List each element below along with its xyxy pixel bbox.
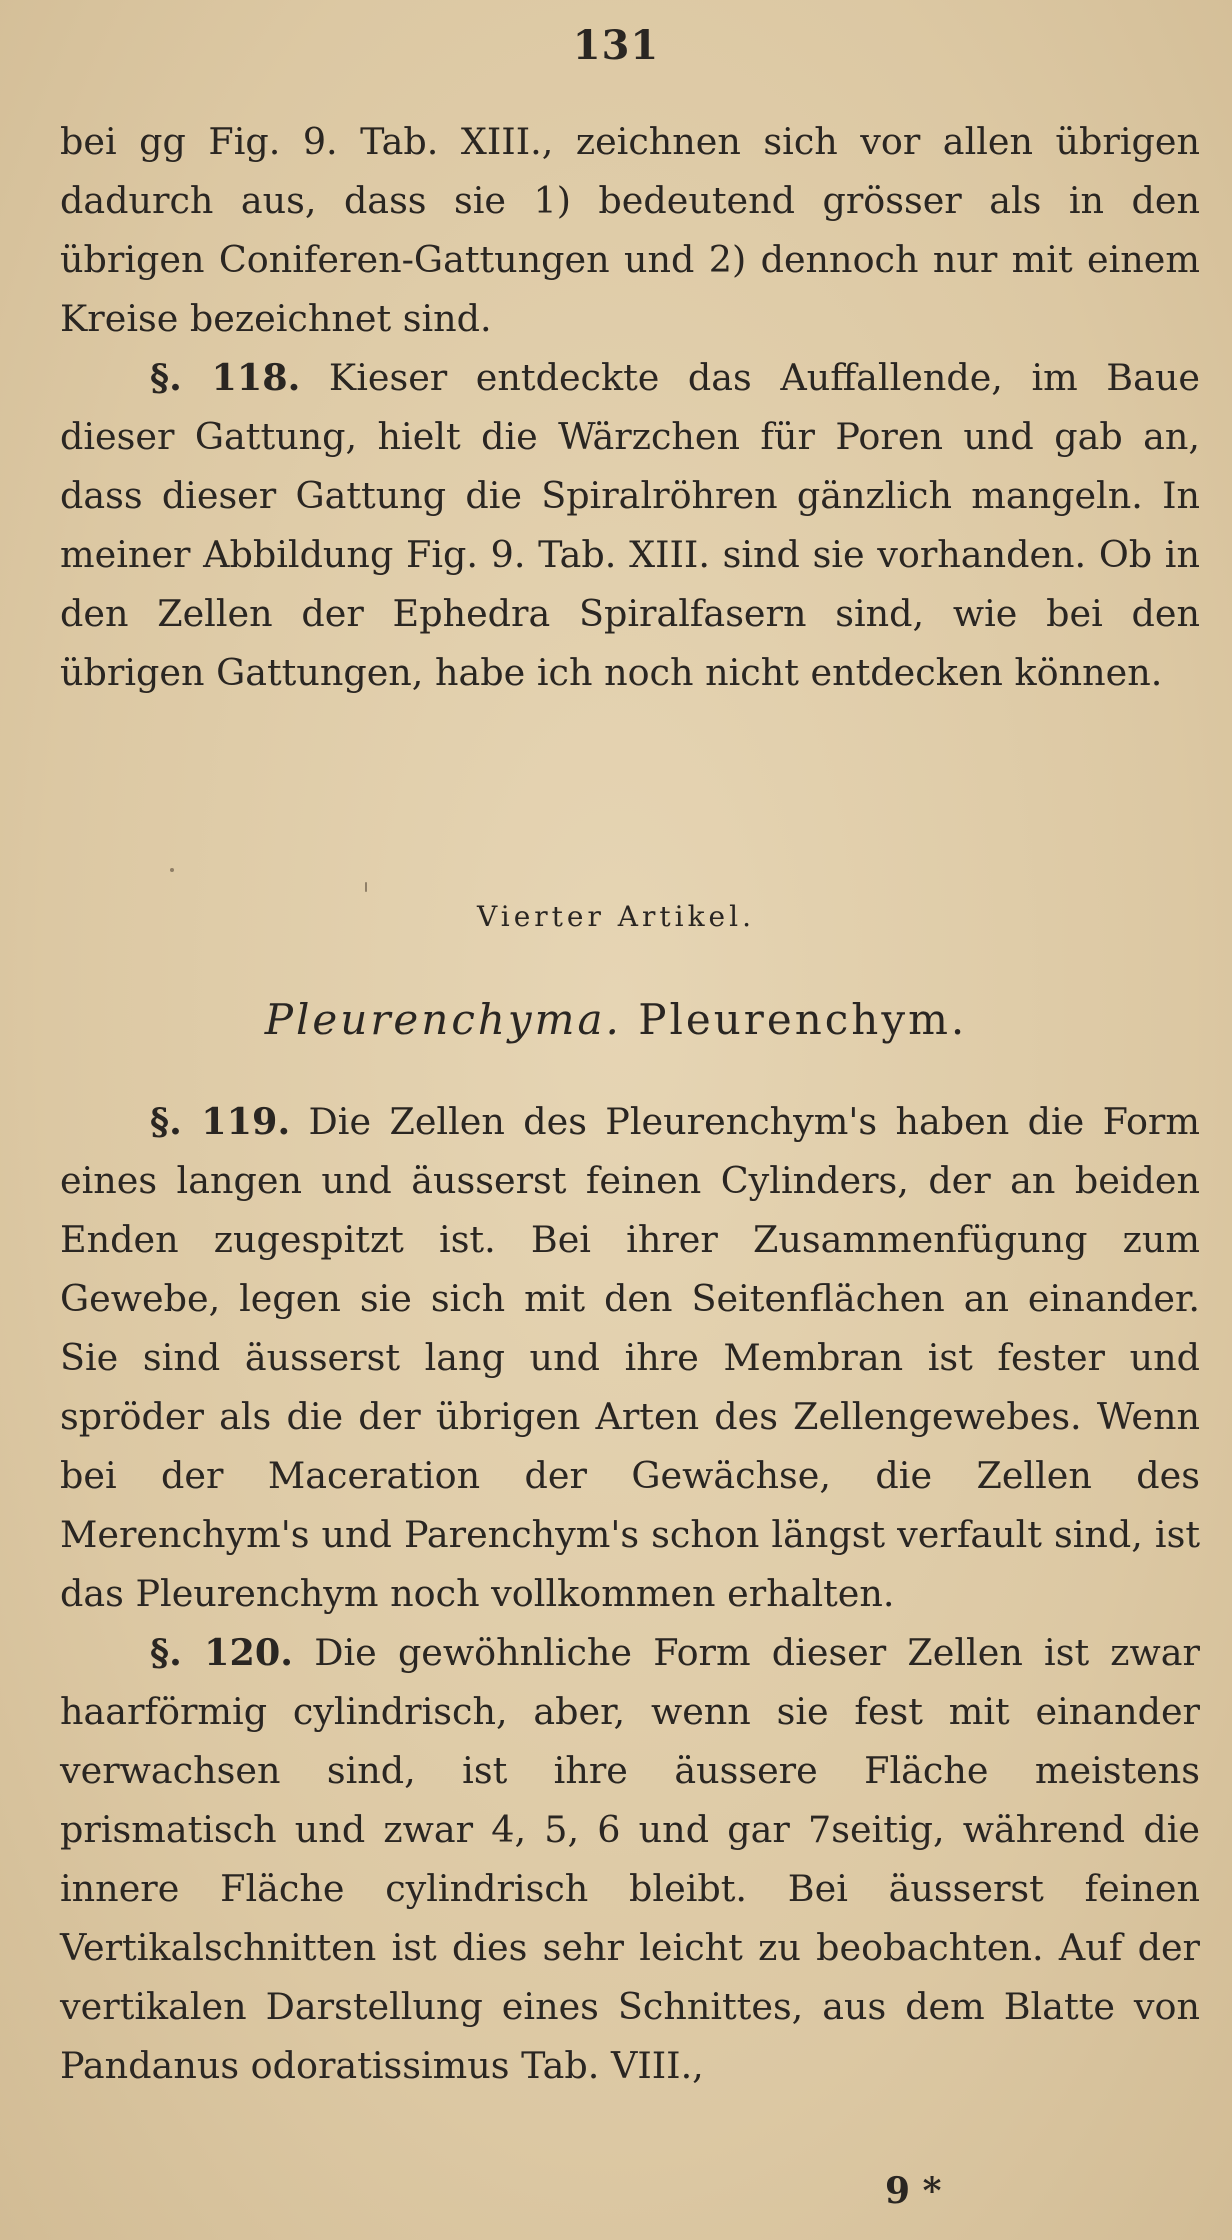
section-119-text: Die Zellen des Pleurenchym's haben die Form eines langen und äusserst feinen Cylinders, der an beiden Enden zugespitzt ist. Bei ihrer Zusammenfügung zum Gewebe, legen sie sich mit den Seitenflächen an einander. Sie sind äusserst lang und ihre Membran ist fester und spröder als die der übrigen Arten des Zellengewebes. Wenn bei der Maceration der Gewächse, die Zellen des Merenchym's und Parenchym's schon längst verfault sind, ist das Pleurenchym noch vollkommen erhalten. [60, 1100, 1200, 1615]
title-german: Pleurenchym. [638, 995, 968, 1044]
section-119-mark: §. 119. [150, 1100, 291, 1143]
section-120-text: Die gewöhnliche Form dieser Zellen ist zwar haarförmig cylindrisch, aber, wenn sie fest mit einander verwachsen sind, ist ihre äussere Fläche meistens prismatisch und zwar 4, 5, 6 und gar 7seitig, während die innere Fläche cylindrisch bleibt. Bei äusserst feinen Vertikalschnitten ist dies sehr leicht zu beobachten. Auf der vertikalen Darstellung eines Schnittes, aus dem Blatte von Pandanus odoratissimus Tab. VIII., [60, 1631, 1200, 2087]
title-latin: Pleurenchyma. [264, 995, 622, 1044]
ink-speck [365, 882, 367, 892]
page-number: 131 [572, 22, 660, 69]
signature-mark: 9 * [885, 2170, 942, 2212]
intro-paragraph: bei gg Fig. 9. Tab. XIII., zeichnen sich vor allen übrigen dadurch aus, dass sie 1) bedeutend grösser als in den übrigen Coniferen-Gattungen und 2) dennoch nur mit einem Kreise bezeichnet sind. [60, 120, 1200, 340]
upper-text-block [60, 112, 1200, 702]
section-120-paragraph [60, 1623, 1200, 2095]
section-119-paragraph [60, 1092, 1200, 1623]
section-120-mark: §. 120. [150, 1631, 293, 1674]
section-118-text: Kieser entdeckte das Auffallende, im Baue dieser Gattung, hielt die Wärzchen für Poren und gab an, dass dieser Gattung die Spiralröhren gänzlich mangeln. In meiner Abbildung Fig. 9. Tab. XIII. sind sie vorhanden. Ob in den Zellen der Ephedra Spiralfasern sind, wie bei den übrigen Gattungen, habe ich noch nicht entdecken können. [60, 356, 1200, 694]
lower-text-block [60, 1092, 1200, 2095]
ink-speck [170, 868, 174, 872]
section-118-mark: §. 118. [150, 356, 301, 399]
chapter-title [0, 995, 1232, 1044]
section-118-paragraph [60, 348, 1200, 702]
article-heading: Vierter Artikel. [477, 900, 755, 933]
